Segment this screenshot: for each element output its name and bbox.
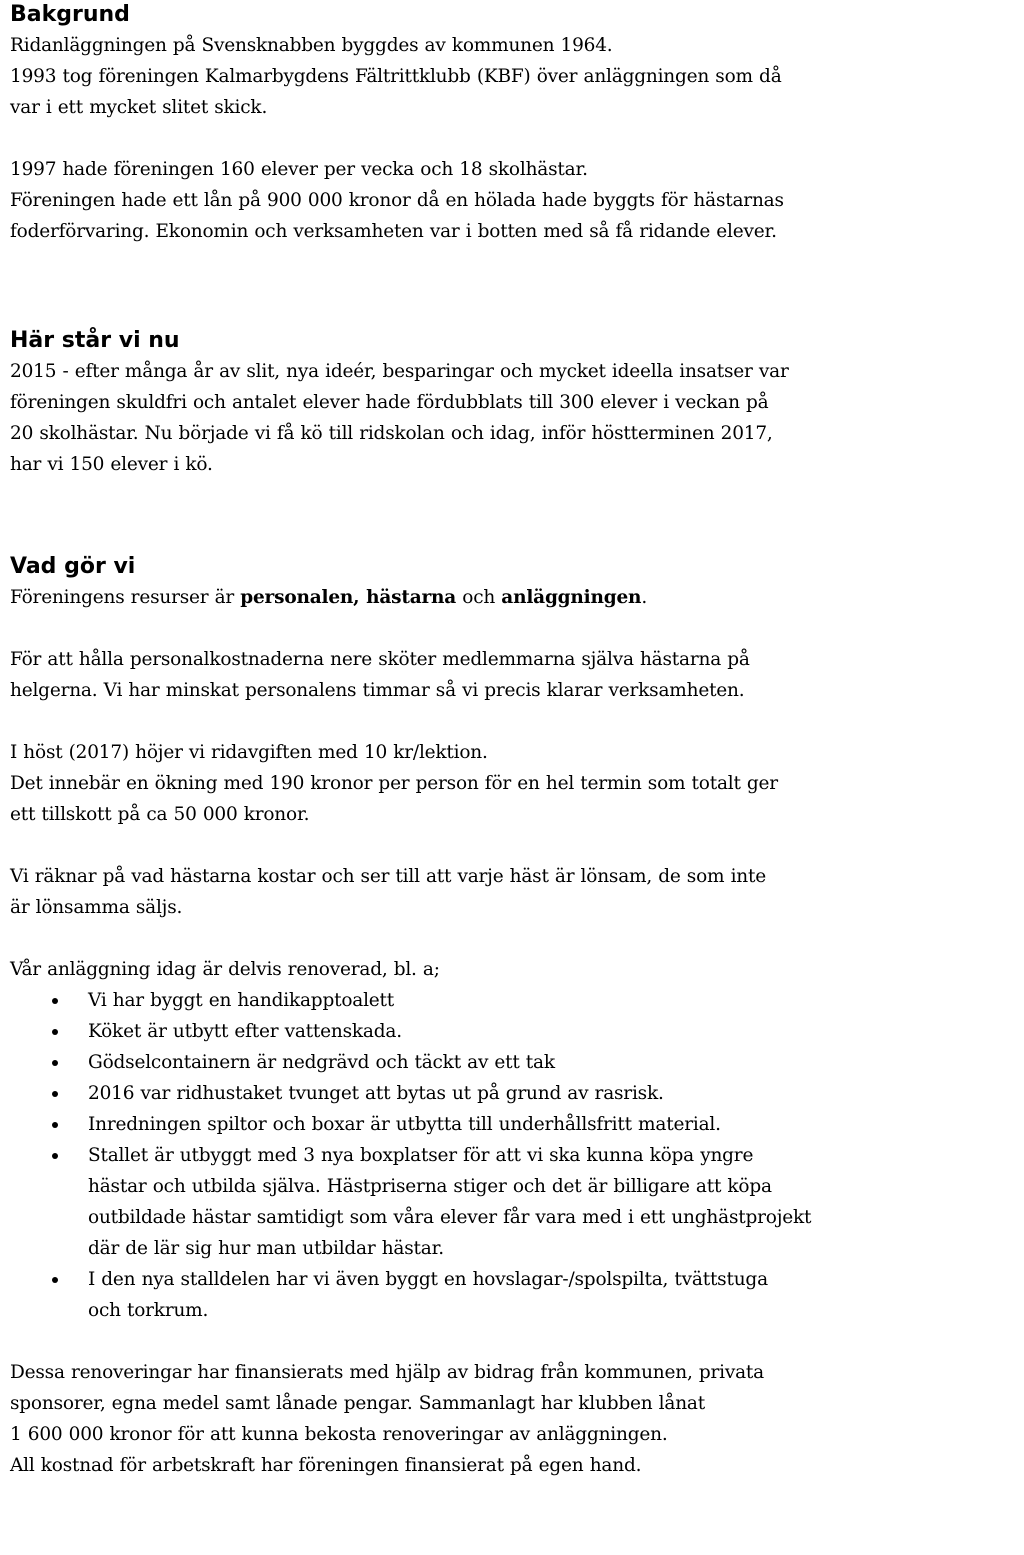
text-line: är lönsamma säljs.: [10, 897, 183, 918]
list-item: [10, 1264, 1016, 1326]
text-line: Vi räknar på vad hästarna kostar och ser till att varje häst är lönsam, de som inte: [10, 866, 766, 887]
list-item: [10, 1140, 1016, 1264]
text-run: Föreningens resurser är: [10, 587, 241, 608]
resurser-paragraph: [10, 582, 1016, 613]
text-line: Stallet är utbyggt med 3 nya boxplatser för att vi ska kunna köpa yngre: [88, 1145, 754, 1166]
bakgrund-paragraph-1: [10, 30, 1016, 123]
list-item: [10, 985, 1016, 1016]
section-bakgrund: [10, 0, 1016, 247]
heading-har-star-vi-nu: Här står vi nu: [10, 328, 180, 353]
text-line: I höst (2017) höjer vi ridavgiften med 10 kr/lektion.: [10, 742, 488, 763]
harstar-paragraph-1: [10, 356, 1016, 480]
list-item: [10, 1016, 1016, 1047]
text-line: 2015 - efter många år av slit, nya ideér, besparingar och mycket ideella insatser var: [10, 361, 789, 382]
section-har-star-vi-nu: [10, 326, 1016, 480]
text-line: och torkrum.: [88, 1300, 209, 1321]
renovation-list: [10, 985, 1016, 1326]
text-line: Gödselcontainern är nedgrävd och täckt av ett tak: [88, 1052, 555, 1073]
text-line: där de lär sig hur man utbildar hästar.: [88, 1238, 444, 1259]
text-line: Dessa renoveringar har finansierats med hjälp av bidrag från kommunen, privata: [10, 1362, 764, 1383]
text-line: Köket är utbytt efter vattenskada.: [88, 1021, 402, 1042]
text-line: 1997 hade föreningen 160 elever per vecka och 18 skolhästar.: [10, 159, 588, 180]
bold-run: personalen, hästarna: [240, 587, 457, 608]
text-line: 2016 var ridhustaket tvunget att bytas ut på grund av rasrisk.: [88, 1083, 664, 1104]
text-line: helgerna. Vi har minskat personalens timmar så vi precis klarar verksamheten.: [10, 680, 745, 701]
list-item: [10, 1047, 1016, 1078]
text-line: hästar och utbilda själva. Hästpriserna stiger och det är billigare att köpa: [88, 1176, 772, 1197]
text-run: .: [641, 587, 647, 608]
heading-bakgrund: Bakgrund: [10, 2, 130, 27]
text-run: och: [456, 587, 502, 608]
bold-run: anläggningen: [501, 587, 642, 608]
list-item: [10, 1078, 1016, 1109]
text-line: Vi har byggt en handikapptoalett: [88, 990, 395, 1011]
text-line: outbildade hästar samtidigt som våra elever får vara med i ett unghästprojekt: [88, 1207, 812, 1228]
text-line: Ridanläggningen på Svensknabben byggdes av kommunen 1964.: [10, 35, 613, 56]
text-line: har vi 150 elever i kö.: [10, 454, 213, 475]
list-item: [10, 1109, 1016, 1140]
text-line: föreningen skuldfri och antalet elever hade fördubblats till 300 elever i veckan på: [10, 392, 769, 413]
personal-paragraph: [10, 644, 1016, 706]
heading-vad-gor-vi: Vad gör vi: [10, 554, 136, 579]
text-line: 20 skolhästar. Nu började vi få kö till ridskolan och idag, inför höstterminen 2017,: [10, 423, 773, 444]
bakgrund-paragraph-2: [10, 154, 1016, 247]
list-intro: Vår anläggning idag är delvis renoverad, bl. a;: [10, 959, 440, 980]
text-line: sponsorer, egna medel samt lånade pengar. Sammanlagt har klubben lånat: [10, 1393, 705, 1414]
text-line: Inredningen spiltor och boxar är utbytta till underhållsfritt material.: [88, 1114, 721, 1135]
text-line: foderförvaring. Ekonomin och verksamheten var i botten med så få ridande elever.: [10, 221, 777, 242]
text-line: I den nya stalldelen har vi även byggt en hovslagar-/spolspilta, tvättstuga: [88, 1269, 768, 1290]
ridavgift-paragraph: [10, 737, 1016, 830]
text-line: 1993 tog föreningen Kalmarbygdens Fältrittklubb (KBF) över anläggningen som då: [10, 66, 782, 87]
hastar-paragraph: [10, 861, 1016, 923]
text-line: var i ett mycket slitet skick.: [10, 97, 268, 118]
text-line: ett tillskott på ca 50 000 kronor.: [10, 804, 310, 825]
text-line: För att hålla personalkostnaderna nere sköter medlemmarna själva hästarna på: [10, 649, 750, 670]
text-line: Föreningen hade ett lån på 900 000 kronor då en hölada hade byggts för hästarnas: [10, 190, 784, 211]
text-line: Det innebär en ökning med 190 kronor per person för en hel termin som totalt ger: [10, 773, 778, 794]
section-vad-gor-vi: [10, 552, 1016, 1481]
text-line: 1 600 000 kronor för att kunna bekosta renoveringar av anläggningen.: [10, 1424, 668, 1445]
finans-paragraph: [10, 1357, 1016, 1481]
text-line: All kostnad för arbetskraft har föreningen finansierat på egen hand.: [10, 1455, 642, 1476]
